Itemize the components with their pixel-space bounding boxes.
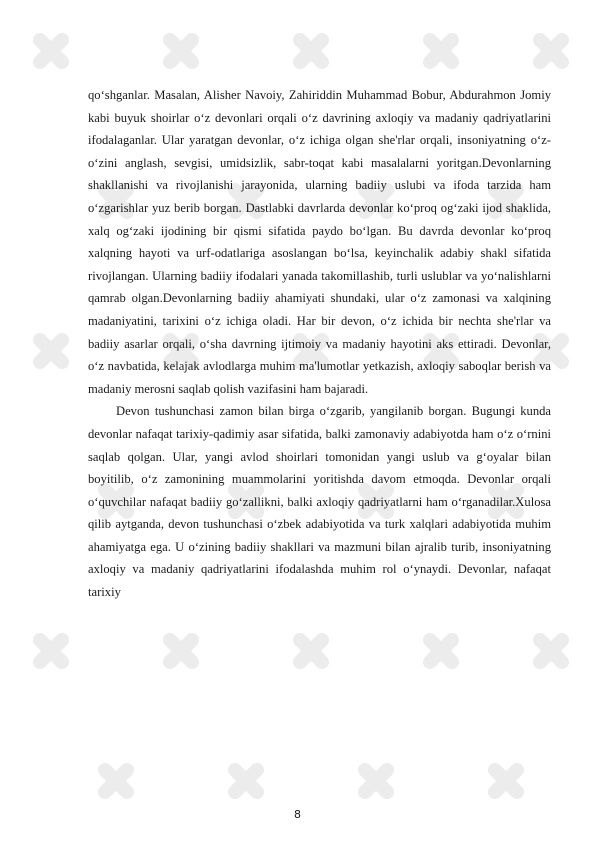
paragraph-1: qo‘shganlar. Masalan, Alisher Navoiy, Zahiriddin Muhammad Bobur, Abdurahmon Jomiy kabi buyuk shoirlar o‘z devonlari orqali o‘z davrining axloqiy va madaniy qadriyatlarini ifodalaganlar. Ular yaratgan devonlar, o‘z ichiga olgan she'rlar orqali, insoniyatning o‘z-o‘zini anglash, sevgisi, umidsizlik, sabr-toqat kabi masalalarni yoritgan.Devonlarning shakllanishi va rivojlanishi jarayonida, ularning badiiy uslubi va ifoda tarzida ham o‘zgarishlar yuz berib borgan. Dastlabki davrlarda devonlar ko‘proq og‘zaki ijod shaklida, xalq og‘zaki ijodining bir qismi sifatida paydo bo‘lgan. Bu davrda devonlar ko‘proq xalqning hayoti va urf-odatlariga asoslangan bo‘lsa, keyinchalik adabiy shakl sifatida rivojlangan. Ularning badiiy ifodalari yanada takomillashib, turli uslublar va yo‘nalishlarni qamrab olgan.Devonlarning badiiy ahamiyati shundaki, ular o‘z zamonasi va xalqining madaniyatini, tarixini o‘z ichiga oladi. Har bir devon, o‘z ichida bir nechta she'rlar va badiiy asarlar orqali, o‘sha davrning ijtimoiy va madaniy hayotini aks ettiradi. Devonlar, o‘z navbatida, kelajak avlodlarga muhim ma'lumotlar yetkazish, axloqiy saboqlar berish va madaniy merosni saqlab qolish vazifasini ham bajaradi. — [88, 88, 551, 396]
document-body — [88, 84, 551, 604]
page-number: 8 — [294, 808, 301, 821]
paragraph-2: Devon tushunchasi zamon bilan birga o‘zgarib, yangilanib borgan. Bugungi kunda devonlar nafaqat tarixiy-qadimiy asar sifatida, balki zamonaviy adabiyotda ham o‘z o‘rnini saqlab qolgan. Ular, yangi avlod shoirlari tomonidan yangi uslub va g‘oyalar bilan boyitilib, o‘z zamonining muammolarini yoritishda davom etmoqda. Devonlar orqali o‘quvchilar nafaqat badiiy go‘zallikni, balki axloqiy qadriyatlarni ham o‘rganadilar.Xulosa qilib aytganda, devon tushunchasi o‘zbek adabiyotida va turk xalqlari adabiyotida muhim ahamiyatga ega. U o‘zining badiiy shakllari va mazmuni bilan ajralib turib, insoniyatning axloqiy va madaniy qadriyatlarini ifodalashda muhim rol o‘ynaydi. Devonlar, nafaqat tarixiy — [88, 404, 551, 600]
